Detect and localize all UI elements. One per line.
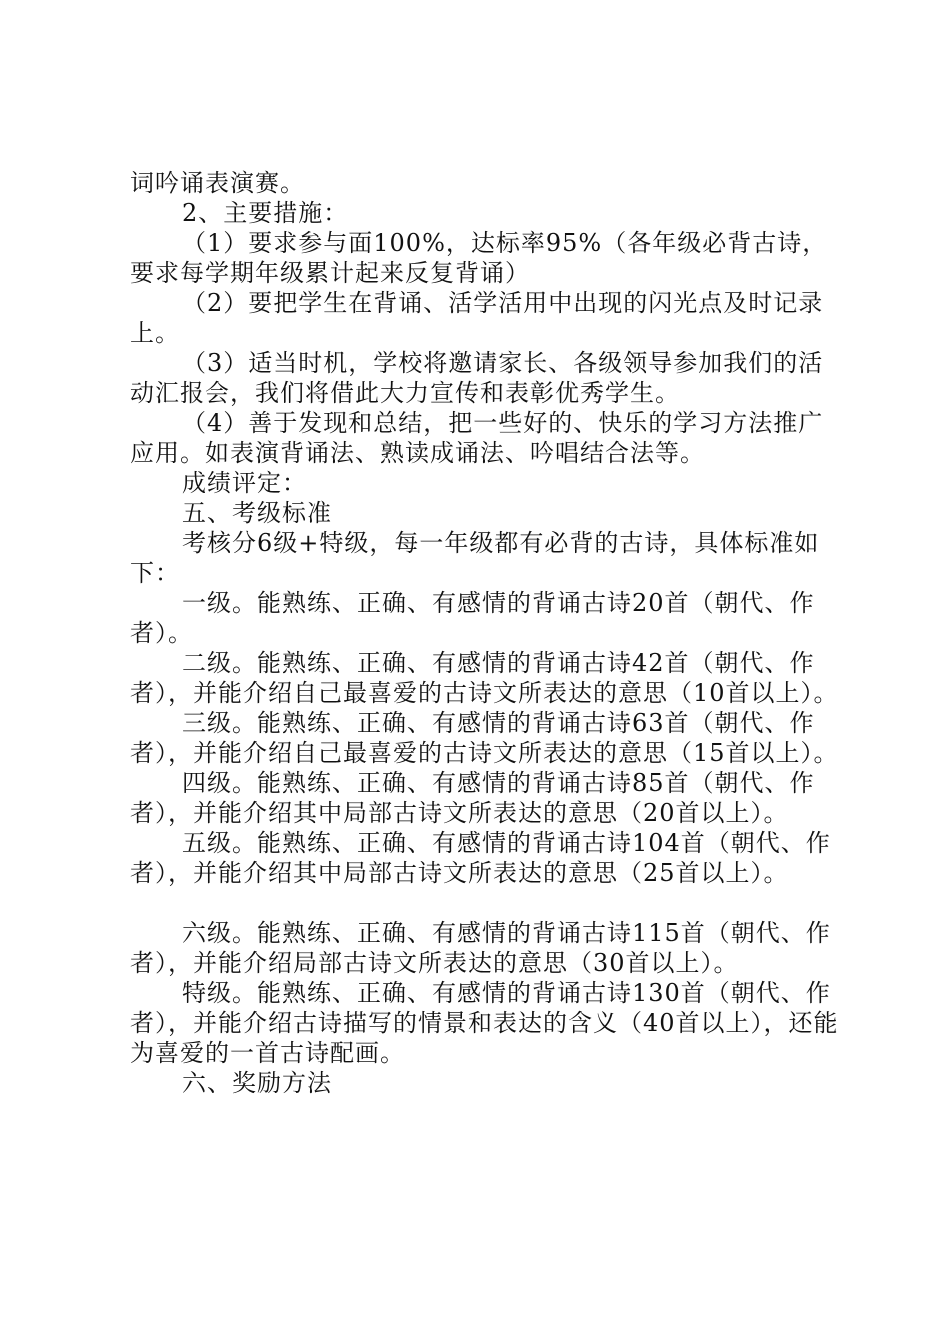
paragraph-level-1: 一级。能熟练、正确、有感情的背诵古诗20首（朝代、作者）。 xyxy=(130,589,815,647)
heading-main-measures: 2、主要措施： xyxy=(182,199,349,227)
paragraph-measure-4: （4）善于发现和总结，把一些好的、快乐的学习方法推广应用。如表演背诵法、熟读成诵法、吟唱结合法等。 xyxy=(130,409,824,467)
paragraph-measure-2: （2）要把学生在背诵、活学活用中出现的闪光点及时记录上。 xyxy=(130,289,824,347)
heading-section-5: 五、考级标准 xyxy=(182,499,332,527)
heading-section-6: 六、奖励方法 xyxy=(182,1069,332,1097)
paragraph-level-3: 三级。能熟练、正确、有感情的背诵古诗63首（朝代、作者），并能介绍自己最喜爱的古诗文所表达的意思（15首以上）。 xyxy=(130,709,839,767)
paragraph-level-special: 特级。能熟练、正确、有感情的背诵古诗130首（朝代、作者），并能介绍古诗描写的情景和表达的含义（40首以上），还能为喜爱的一首古诗配画。 xyxy=(130,979,839,1067)
paragraph-competition-end: 词吟诵表演赛。 xyxy=(130,169,305,197)
label-grading: 成绩评定： xyxy=(182,469,307,497)
paragraph-level-6: 六级。能熟练、正确、有感情的背诵古诗115首（朝代、作者），并能介绍局部古诗文所表达的意思（30首以上）。 xyxy=(130,919,831,977)
paragraph-measure-3: （3）适当时机，学校将邀请家长、各级领导参加我们的活动汇报会，我们将借此大力宣传和表彰优秀学生。 xyxy=(130,349,824,407)
paragraph-levels-intro: 考核分6级+特级，每一年级都有必背的古诗，具体标准如下： xyxy=(130,529,820,587)
document-page xyxy=(130,168,840,1098)
paragraph-level-4: 四级。能熟练、正确、有感情的背诵古诗85首（朝代、作者），并能介绍其中局部古诗文所表达的意思（20首以上）。 xyxy=(130,769,815,827)
paragraph-measure-1: （1）要求参与面100%，达标率95%（各年级必背古诗，要求每学期年级累计起来反复背诵） xyxy=(130,229,828,287)
paragraph-level-5: 五级。能熟练、正确、有感情的背诵古诗104首（朝代、作者），并能介绍其中局部古诗文所表达的意思（25首以上）。 xyxy=(130,829,831,887)
paragraph-level-2: 二级。能熟练、正确、有感情的背诵古诗42首（朝代、作者），并能介绍自己最喜爱的古诗文所表达的意思（10首以上）。 xyxy=(130,649,839,707)
